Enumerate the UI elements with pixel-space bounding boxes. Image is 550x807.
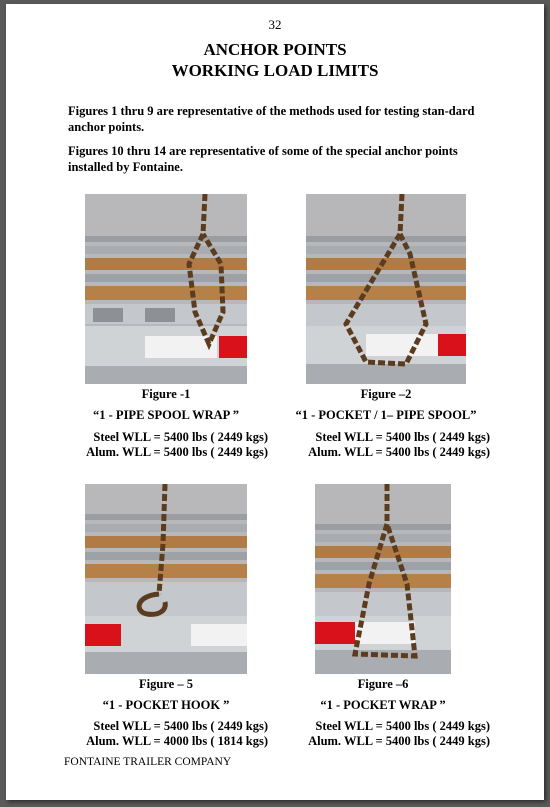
- intro-paragraph-2: Figures 10 thru 14 are representative of some of the special anchor points installed by Fontaine.: [68, 144, 458, 174]
- page-title: [6, 39, 544, 81]
- figure-6-alum-wll: Alum. WLL = 5400 lbs ( 2449 kgs): [308, 734, 490, 748]
- figure-1-photo: [85, 194, 247, 384]
- figure-2-alum-wll: Alum. WLL = 5400 lbs ( 2449 kgs): [308, 445, 490, 459]
- figure-5-alum-wll: Alum. WLL = 4000 lbs ( 1814 kgs): [86, 734, 268, 748]
- figure-5-steel-wll: Steel WLL = 5400 lbs ( 2449 kgs): [93, 719, 268, 733]
- title-line-1: ANCHOR POINTS: [203, 40, 347, 59]
- figure-2-photo: [306, 194, 466, 384]
- figure-1-steel-wll: Steel WLL = 5400 lbs ( 2449 kgs): [93, 430, 268, 444]
- figure-1-label: Figure -1: [141, 387, 191, 401]
- figure-6-steel-wll: Steel WLL = 5400 lbs ( 2449 kgs): [315, 719, 490, 733]
- document-page: [6, 4, 544, 800]
- figure-5-label: Figure – 5: [139, 677, 193, 691]
- footer-company-name: FONTAINE TRAILER COMPANY: [64, 756, 232, 768]
- figure-5-photo: [85, 484, 247, 674]
- figure-6-photo: [315, 484, 451, 674]
- figure-6-title: “1 - POCKET WRAP ”: [320, 698, 446, 712]
- figure-1-alum-wll: Alum. WLL = 5400 lbs ( 2449 kgs): [86, 445, 268, 459]
- title-line-2: WORKING LOAD LIMITS: [171, 61, 379, 80]
- figure-2-label: Figure –2: [360, 387, 412, 401]
- figure-2-steel-wll: Steel WLL = 5400 lbs ( 2449 kgs): [315, 430, 490, 444]
- figure-1-title: “1 - PIPE SPOOL WRAP ”: [93, 408, 239, 422]
- figure-6-label: Figure –6: [357, 677, 409, 691]
- page-number: 32: [268, 17, 282, 32]
- intro-paragraph-1: Figures 1 thru 9 are representative of the methods used for testing stan-dard anchor points.: [68, 104, 475, 134]
- figure-5-title: “1 - POCKET HOOK ”: [102, 698, 230, 712]
- figure-2-title: “1 - POCKET / 1– PIPE SPOOL”: [295, 408, 477, 422]
